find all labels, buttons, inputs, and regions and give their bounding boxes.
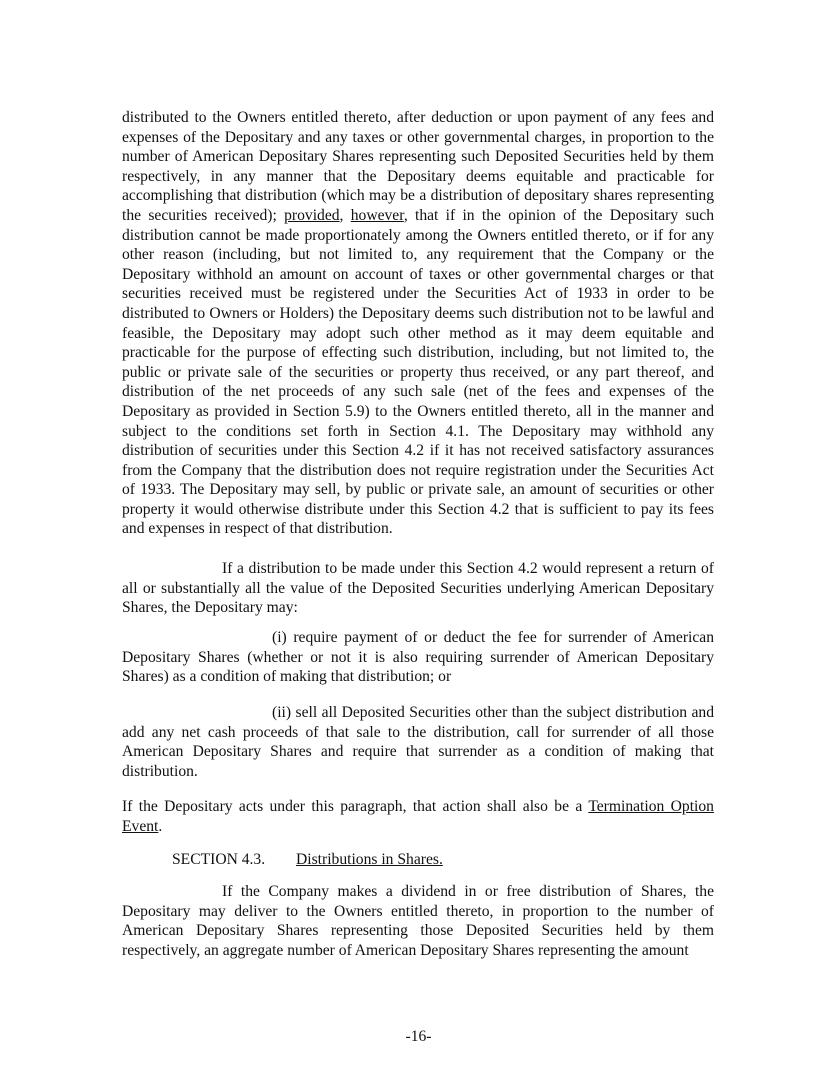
list-item-ii: (ii) sell all Deposited Securities other than the subject distribution and add any net cash proceeds of that sale to the distribution, call for surrender of all those American Depositary Shares and require that surrender as a condition of making that distribution. [122, 704, 714, 780]
paragraph-text-part: . [158, 817, 163, 835]
paragraph-text-part: , that if in the opinion of the Depositary such distribution cannot be made proportionately among the Owners entitled thereto, or if for any other reason (including, but not limited to, any requirement that the Company or the Depositary withhold an amount on account of taxes or other governmental charges or that securities received must be registered under the Securities Act of 1933 in order to be distributed to Owners or Holders) the Depositary deems such distribution not to be lawful and feasible, the Depositary may adopt such other method as it may deem equitable and practicable for the purpose of effecting such distribution, including, but not limited to, the public or private sale of the securities or property thus received, or any part thereof, and distribution of the net proceeds of any such sale (net of the fees and expenses of the Depositary as provided in Section 5.9) to the Owners entitled thereto, all in the manner and subject to the conditions set forth in Section 4.1. The Depositary may withhold any distribution of securities under this Section 4.2 if it has not received satisfactory assurances from the Company that the distribution does not require registration under the Securities Act of 1933. The Depositary may sell, by public or private sale, an amount of securities or other property it would otherwise distribute under this Section 4.2 that is sufficient to pay its fees and expenses in respect of that distribution. [122, 206, 714, 538]
section-title: Distributions in Shares. [296, 851, 443, 868]
section-number: SECTION 4.3. [172, 851, 266, 868]
paragraph-text-part: If the Depositary acts under this paragraph, that action shall also be a [122, 798, 589, 815]
paragraph-return-of-value: If a distribution to be made under this Section 4.2 would represent a return of all or substantially all the value of the Deposited Securities underlying American Depositary Shares, the Depositary may: [122, 560, 714, 617]
comma-separator: , [339, 206, 351, 224]
however-term: however [350, 206, 404, 224]
provided-term: provided [284, 206, 340, 224]
paragraph-distributions-in-shares: If the Company makes a dividend in or free distribution of Shares, the Depositary may deliver to the Owners entitled thereto, in proportion to the number of American Depositary Shares representing those Deposited Securities held by them respectively, an aggregate number of American Depositary Shares representing the amount [122, 883, 714, 959]
section-heading [172, 850, 443, 870]
termination-option-event-term: Termination Option Event [122, 798, 714, 835]
paragraph-termination-option [122, 797, 714, 836]
list-item-i: (i) require payment of or deduct the fee for surrender of American Depositary Shares (whether or not it is also requiring surrender of American Depositary Shares) as a condition of making that distribution; or [122, 629, 714, 686]
paragraph-text-part: distributed to the Owners entitled thereto, after deduction or upon payment of any fees and expenses of the Depositary and any taxes or other governmental charges, in proportion to the number of American Depositary Shares representing such Deposited Securities held by them respectively, in any manner that the Depositary deems equitable and practicable for accomplishing that distribution (which may be a distribution of depositary shares representing the securities received); [122, 109, 714, 224]
page-number: -16- [405, 1028, 432, 1045]
paragraph-distribution-method [122, 108, 714, 539]
